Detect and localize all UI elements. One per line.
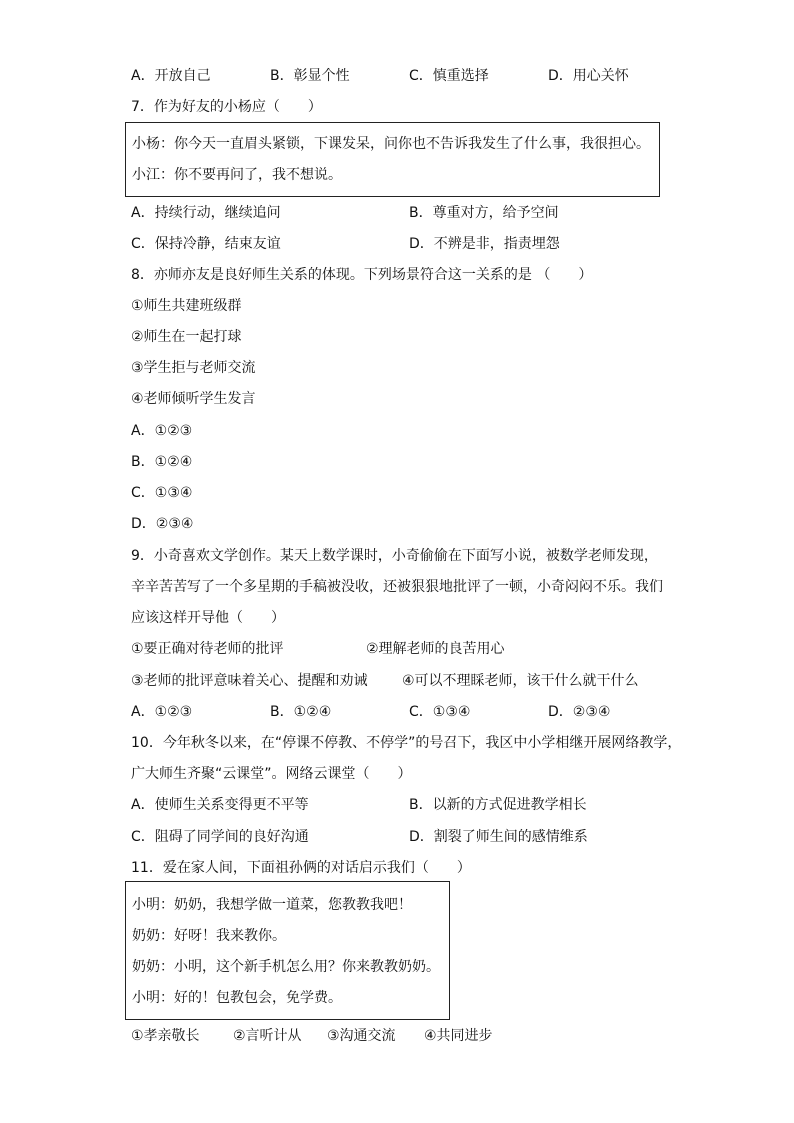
q8-option-b: B．①②④ (131, 454, 193, 470)
q11-dialogue-line: 小明：好的！包教包会，免学费。 (132, 990, 342, 1006)
q11-dialogue-line: 小明：奶奶，我想学做一道菜，您教教我吧！ (132, 897, 412, 913)
q11-dialogue-line: 奶奶：小明，这个新手机怎么用？你来教教奶奶。 (132, 959, 440, 975)
q7-dialogue-line: 小杨：你今天一直眉头紧锁，下课发呆，问你也不告诉我发生了什么事，我很担心。 (132, 136, 650, 152)
q7-option-a: A．持续行动，继续追问 (131, 205, 281, 221)
q6-option-b: B．彰显个性 (270, 68, 350, 84)
q10-option-d: D．割裂了师生间的感情维系 (409, 829, 588, 845)
q11-stem: 11．爱在家人间，下面祖孙俩的对话启示我们（ ） (131, 860, 471, 876)
q9-stem-line: 9．小奇喜欢文学创作。某天上数学课时，小奇偷偷在下面写小说，被数学老师发现， (131, 548, 658, 564)
q8-item: ③学生拒与老师交流 (131, 360, 256, 376)
q9-option-d: D．②③④ (548, 704, 611, 720)
q8-item: ①师生共建班级群 (131, 298, 242, 314)
q9-option-a: A．①②③ (131, 704, 193, 720)
q11-item: ②言听计从 (233, 1028, 302, 1044)
q11-item: ④共同进步 (424, 1028, 493, 1044)
q10-option-b: B．以新的方式促进教学相长 (409, 797, 587, 813)
q9-option-c: C．①③④ (409, 704, 471, 720)
q8-stem: 8．亦师亦友是良好师生关系的体现。下列场景符合这一关系的是 （ ） (131, 267, 593, 283)
q7-option-b: B．尊重对方，给予空间 (409, 205, 559, 221)
q10-stem-line: 10．今年秋冬以来，在“停课不停教、不停学”的号召下，我区中小学相继开展网络教学， (131, 735, 682, 751)
q8-item: ②师生在一起打球 (131, 329, 242, 345)
q7-option-d: D．不辨是非，指责埋怨 (409, 236, 560, 252)
q9-option-b: B．①②④ (270, 704, 332, 720)
q11-dialogue-line: 奶奶：好呀！我来教你。 (132, 928, 286, 944)
q6-option-c: C．慎重选择 (409, 68, 489, 84)
q7-stem: 7．作为好友的小杨应（ ） (131, 99, 322, 115)
q9-item: ①要正确对待老师的批评 (131, 641, 284, 657)
q7-dialogue-box (125, 122, 660, 197)
q11-dialogue-box (125, 881, 450, 1020)
q9-stem-line: 应该这样开导他（ ） (131, 610, 285, 626)
q6-option-a: A．开放自己 (131, 68, 211, 84)
q11-item: ③沟通交流 (327, 1028, 396, 1044)
q10-option-a: A．使师生关系变得更不平等 (131, 797, 309, 813)
q7-option-c: C．保持冷静，结束友谊 (131, 236, 281, 252)
q10-option-c: C．阻碍了同学间的良好沟通 (131, 829, 309, 845)
q7-dialogue-line: 小江：你不要再问了，我不想说。 (132, 167, 342, 183)
q8-item: ④老师倾听学生发言 (131, 391, 256, 407)
q10-stem-line: 广大师生齐聚“云课堂”。网络云课堂（ ） (131, 766, 412, 782)
q11-item: ①孝亲敬长 (131, 1028, 200, 1044)
q8-option-a: A．①②③ (131, 423, 193, 439)
q8-option-d: D．②③④ (131, 516, 194, 532)
q6-option-d: D．用心关怀 (548, 68, 629, 84)
q9-item: ④可以不理睬老师，该干什么就干什么 (402, 673, 639, 689)
q9-item: ②理解老师的良苦用心 (366, 641, 505, 657)
q9-item: ③老师的批评意味着关心、提醒和劝诫 (131, 673, 368, 689)
q8-option-c: C．①③④ (131, 485, 193, 501)
q9-stem-line: 辛辛苦苦写了一个多星期的手稿被没收，还被狠狠地批评了一顿，小奇闷闷不乐。我们 (131, 579, 663, 595)
